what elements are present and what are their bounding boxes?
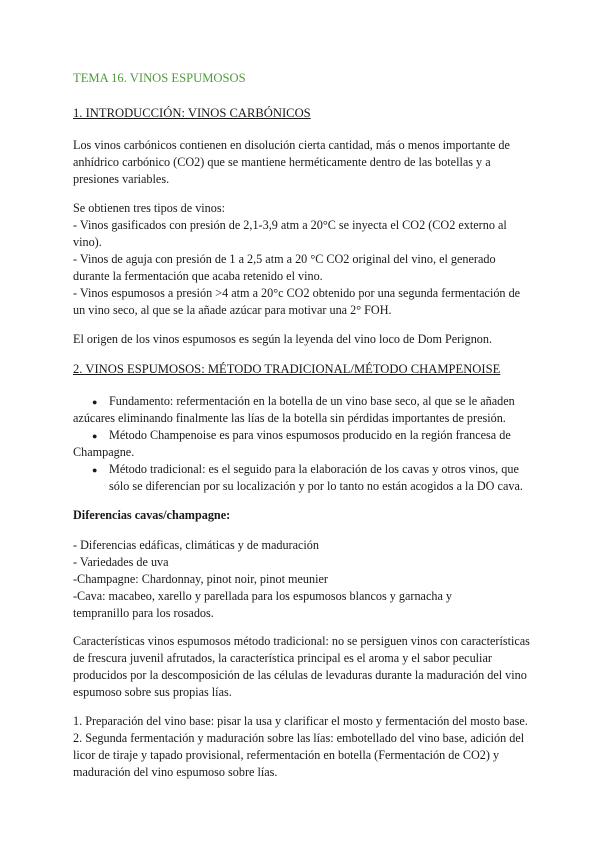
characteristics-line: Características vinos espumosos método tradicional: no se persiguen vinos con características <box>73 634 530 648</box>
types-intro: Se obtienen tres tipos de vinos: <box>73 201 225 215</box>
difference-line: -Champagne: Chardonnay, pinot noir, pinot meunier <box>73 572 328 586</box>
intro-line: presiones variables. <box>73 172 170 186</box>
difference-line: - Diferencias edáficas, climáticas y de maduración <box>73 538 319 552</box>
bullet-line: Método tradicional: es el seguido para la elaboración de los cavas y otros vinos, que <box>109 462 519 476</box>
bullet-icon: ● <box>92 465 98 475</box>
intro-line: Los vinos carbónicos contienen en disolución cierta cantidad, más o menos importante de <box>73 138 510 152</box>
intro-line: anhídrico carbónico (CO2) que se mantiene herméticamente dentro de las botellas y a <box>73 155 491 169</box>
type-line: un vino seco, al que se la añade azúcar para motivar una 2° FOH. <box>73 303 392 317</box>
section-heading-metodo: 2. VINOS ESPUMOSOS: MÉTODO TRADICIONAL/MÉTODO CHAMPENOISE <box>73 362 501 376</box>
page-title: TEMA 16. VINOS ESPUMOSOS <box>73 71 246 85</box>
type-line: - Vinos gasificados con presión de 2,1-3,9 atm a 20°C se inyecta el CO2 (CO2 externo al <box>73 218 507 232</box>
bullet-line: Champagne. <box>73 445 135 459</box>
bullet-icon: ● <box>92 431 98 441</box>
type-line: vino). <box>73 235 102 249</box>
characteristics-line: espumoso sobre sus propias lías. <box>73 685 232 699</box>
characteristics-line: de frescura juvenil afrutados, la característica principal es el aroma y el sabor peculiar <box>73 651 492 665</box>
bullet-line: Fundamento: refermentación en la botella de un vino base seco, al que se le añaden <box>109 394 515 408</box>
type-line: - Vinos espumosos a presión >4 atm a 20°c CO2 obtenido por una segunda fermentación de <box>73 286 521 300</box>
origin-paragraph: El origen de los vinos espumosos es según la leyenda del vino loco de Dom Perignon. <box>73 332 493 346</box>
step-line: licor de tiraje y tapado provisional, refermentación en botella (Fermentación de CO2) y <box>73 748 500 762</box>
difference-line: - Variedades de uva <box>73 555 169 569</box>
step-line: maduración del vino espumoso sobre lías. <box>73 765 278 779</box>
type-line: - Vinos de aguja con presión de 1 a 2,5 atm a 20 °C CO2 original del vino, el generado <box>73 252 496 266</box>
section-heading-introduccion: 1. INTRODUCCIÓN: VINOS CARBÓNICOS <box>73 106 311 120</box>
characteristics-line: producidos por la descomposición de las células de levaduras durante la maduración del vino <box>73 668 527 682</box>
bullet-line: sólo se diferencian por su localización y por lo tanto no están acogidos a la DO cava. <box>109 479 523 493</box>
bullet-line: Método Champenoise es para vinos espumosos producido en la región francesa de <box>109 428 511 442</box>
bullet-icon: ● <box>92 397 98 407</box>
difference-line: -Cava: macabeo, xarello y parellada para los espumosos blancos y garnacha y <box>73 589 453 603</box>
step-line: 2. Segunda fermentación y maduración sobre las lías: embotellado del vino base, adición del <box>73 731 525 745</box>
step-line: 1. Preparación del vino base: pisar la usa y clarificar el mosto y fermentación del mosto base. <box>73 714 528 728</box>
differences-heading: Diferencias cavas/champagne: <box>73 508 231 522</box>
type-line: durante la fermentación que acaba retenido el vino. <box>73 269 323 283</box>
difference-line: tempranillo para los rosados. <box>73 606 214 620</box>
bullet-line: azúcares eliminando finalmente las lías de la botella sin pérdidas importantes de presión. <box>73 411 506 425</box>
